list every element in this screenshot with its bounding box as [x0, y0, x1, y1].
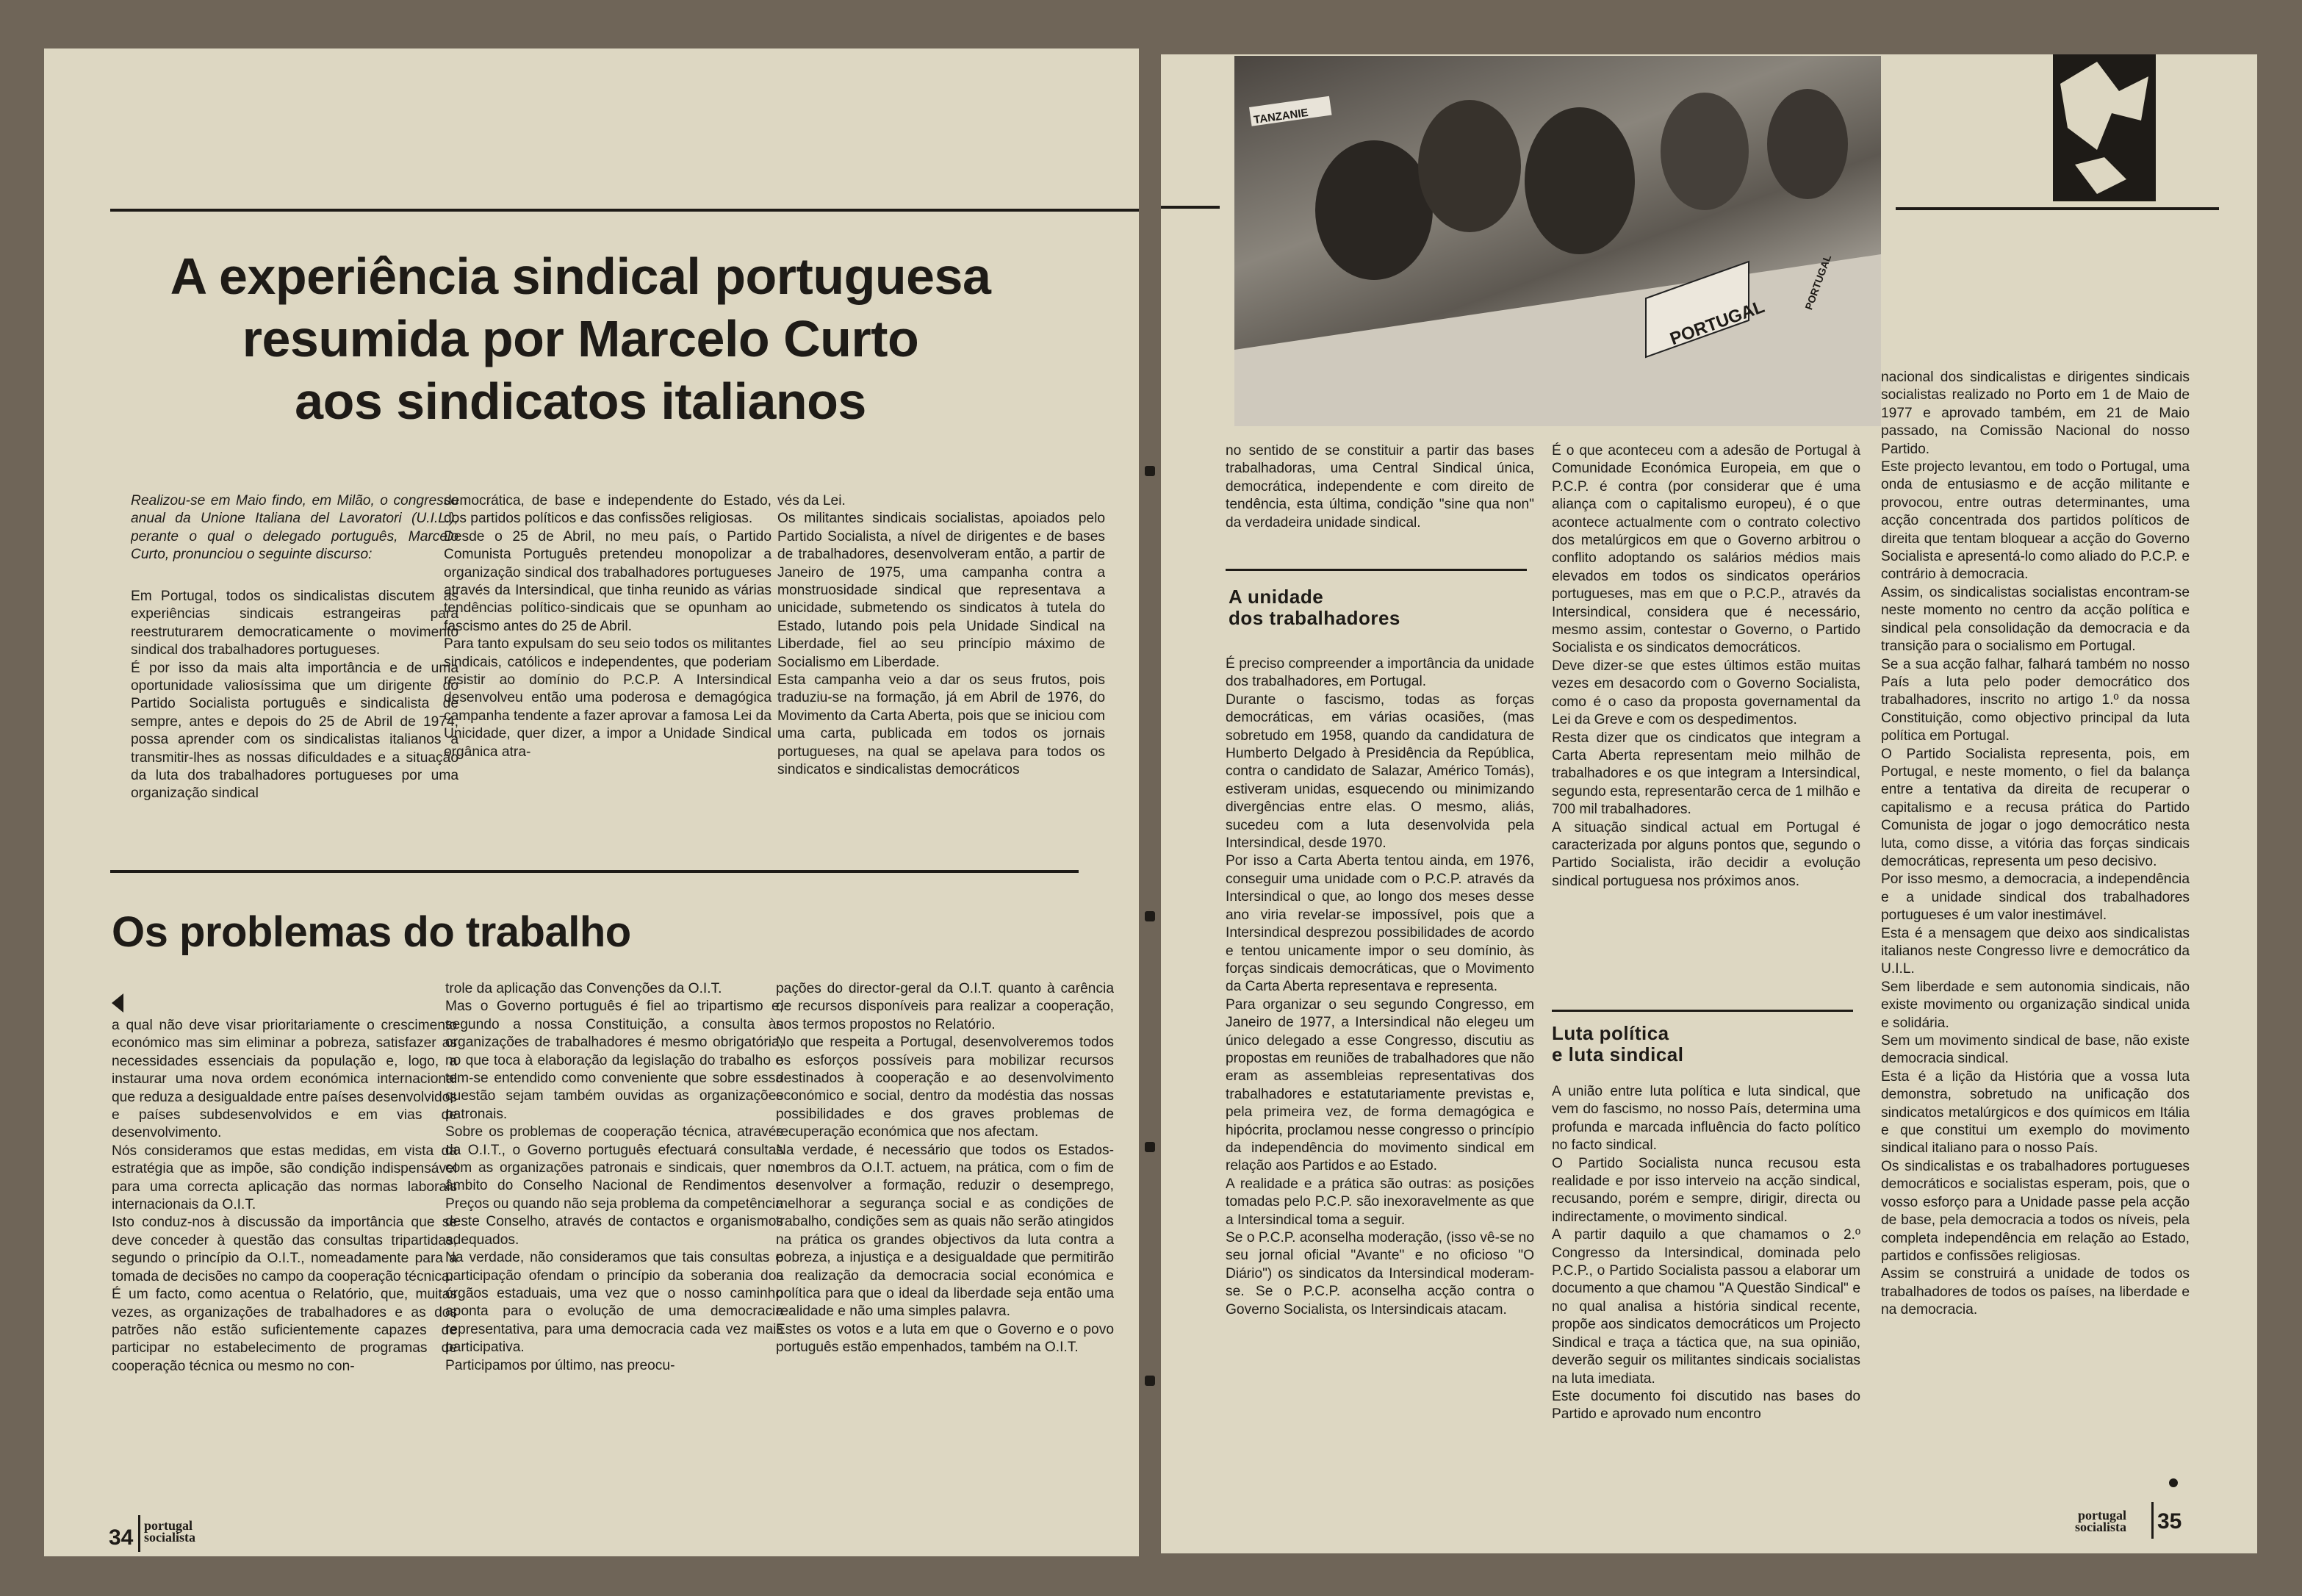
- intro-column-1: Em Portugal, todos os sindicalistas discutem as experiências sindicais estrangeiras para reestruturarem democraticamente o movimento sindical dos trabalhadores portugueses. É por isso da mais alta importância e de uma oportunidade valiosíssima que um dirigente do Partido Socialista português e sindicalista de sempre, antes e depois do 25 de Abril de 1974, possa aprender com os sindicalistas italianos a transmitir-lhes as nossas dificuldades e a situação da luta dos trabalhadores portugueses por uma organização sindical: [131, 589, 458, 802]
- page-number-right: 35: [2157, 1509, 2182, 1534]
- intro-column-2: democrática, de base e independente do Estado, dos partidos políticos e das confissões religiosas. Desde o 25 de Abril, no meu país, o Partido Comunista Português pretendeu monopolizar a organização sindical dos trabalhadores portugueses através da Intersindical, que tinha reunido as várias tendências político-sindicais que se opunham ao fascismo antes do 25 de Abril. Para tanto expulsam do seu seio todos os militantes sindicais, católicos e independentes, que poderiam resistir ao domínio do P.C.P. A Intersindical desenvolveu então uma poderosa e demagógica campanha tendente a fazer aprovar a famosa Lei da Unicidade, quer dizer, a impor a Unidade Sindical orgânica atra-: [444, 493, 771, 760]
- conference-photo: [1234, 56, 1881, 426]
- logo-line-1: portugal: [2077, 1508, 2126, 1523]
- placard-tanzanie: TANZANIE: [1253, 106, 1309, 127]
- trabalho-column-1: a qual não deve visar prioritariamente o crescimento económico mas sim eliminar a pobreza, satisfazer as necessidades essenciais da população e, logo, a instaurar uma nova ordem económica internacional que reduza a desigualdade entre países desenvolvidos e países subdesenvolvidos e em vias de desenvolvimento. Nós consideramos que estas medidas, em vista da estratégia que as impõe, são condição indispensável para uma correcta aplicação das normas laborais internacionais da O.I.T. Isto conduz-nos à discussão da importância que se deve conceder à questão das consultas tripartidas, segundo o princípio da O.I.T., nomeadamente para a tomada de decisões no campo da cooperação técnica. É um facto, como acentua o Relatório, que, muitas vezes, as organizações de trabalhadores e as dos patrões não estão suficientemente capazes de participar no estabelecimento de programas de cooperação técnica ou mesmo no con-: [112, 1018, 457, 1374]
- folio-divider-left: [138, 1515, 140, 1552]
- top-rule-right-b: [1896, 207, 2219, 210]
- subhead-unidade-line-1: A unidade: [1229, 586, 1324, 608]
- delegate-figure: [1661, 93, 1749, 210]
- corner-graphic-drawing: [2053, 54, 2156, 201]
- right-column-3: nacional dos sindicalistas e dirigentes sindicais socialistas realizado no Porto em 1 de Maio de 1977 e aprovado também, em 21 de Maio passado, na Comissão Nacional do nosso Partido. Este projecto levantou, em todo o Portugal, uma onda de entusiasmo e de acção militante e provocou, entre outras determinantes, uma acção concentrada dos partidos políticos de direita que tentam bloquear a acção do Governo Socialista e apresentá-lo como aliado do P.C.P. e contrário à democracia. Assim, os sindicalistas socialistas encontram-se neste momento no centro da acção política e sindical pela consolidação da democracia e da transição para o socialismo em Portugal. Se a sua acção falhar, falhará também no nosso País a luta pelo poder democrático dos trabalhadores, inscrito no artigo 1.º da nossa Constituição, como objectivo principal da luta política em Portugal. O Partido Socialista representa, pois, em Portugal, e neste momento, o fiel da balança entre a tentativa da direita de recuperar o capitalismo e a recusa prática do Partido Comunista de jogar o jogo democrático nesta luta, como disse, a vitória das forças sindicais democráticas, representa um peso decisivo. Por isso mesmo, a democracia, a independência e a unidade sindical dos trabalhadores portugueses é um valor inestimável. Esta é a mensagem que deixo aos sindicalistas italianos neste Congresso livre e democrático da U.I.L. Sem liberdade e sem autonomia sindicais, não existe movimento ou organização sindical unida e solidária. Sem um movimento sindical de base, não existe democracia sindical. Esta é a lição da História que a vossa luta demonstra, sobretudo na unificação dos sindicatos metalúrgicos e dos químicos em Itália e que constitui um exemplo do movimento sindical italiano para o nosso País. Os sindicalistas e os trabalhadores portugueses democráticos e socialistas esperam, pois, que o vosso esforço para a Unidade passe pela acção de base, pela democracia a todos os níveis, pela completa independência em relação ao Estado, partidos e confissões religiosas. Assim se construirá a unidade de todos os trabalhadores de todos os países, na liberdade e na democracia.: [1881, 370, 2190, 1318]
- subhead-luta-line-2: e luta sindical: [1552, 1043, 1684, 1065]
- magazine-logo-left: [144, 1520, 195, 1543]
- section-title-trabalho: Os problemas do trabalho: [112, 908, 631, 956]
- delegate-figure: [1525, 107, 1635, 254]
- binding-mark: [1145, 1376, 1155, 1386]
- page-number-left: 34: [109, 1525, 134, 1550]
- subhead-unidade-line-2: dos trabalhadores: [1229, 607, 1400, 629]
- placard-portugal-small: PORTUGAL: [1802, 253, 1834, 312]
- subhead-luta: [1552, 1023, 1683, 1065]
- intro-paragraph: Realizou-se em Maio findo, em Milão, o congresso anual da Unione Italiana del Lavoratori (U.I.L.), perante o qual o delegado português, Marcelo Curto, pronunciou o seguinte discurso:: [131, 493, 458, 563]
- graphic-shape: [2060, 62, 2148, 150]
- conference-photo-drawing: [1234, 56, 1881, 426]
- right-page: [1161, 54, 2257, 1553]
- headline-line-3: aos sindicatos italianos: [295, 373, 866, 430]
- right-column-1-main: É preciso compreender a importância da unidade dos trabalhadores, em Portugal. Durante o fascismo, todas as forças democráticas, em várias ocasiões, (mas sobretudo em 1958, quando da candidatura de Humberto Delgado à Presidência da República, contra o candidato de Salazar, Américo Tomás), estiveram unidas, esquecendo ou minimizando divergências entre elas. O mesmo, aliás, sucedeu com a luta desenvolvida pela Intersindical, desde 1970. Por isso a Carta Aberta tentou ainda, em 1976, conseguir uma unidade com o P.C.P. através da Intersindical o que, ao longo dos meses desse ano viria revelar-se impossível, pois que a Intersindical desprezou possibilidades de acordo e tentou unicamente impor o seu domínio, às forças sindicais democráticas, que o Movimento da Carta Aberta representava e representa. Para organizar o seu segundo Congresso, em Janeiro de 1977, a Intersindical não elegeu um único delegado a esse Congresso, discutiu as propostas em reuniões de trabalhadores que não eram as assembleias representativas dos trabalhadores e estatutariamente previstas e, pela primeira vez, de forma demagógica e hipócrita, proclamou nesse congresso o princípio da independência do movimento sindical em relação aos Partidos e ao Estado. A realidade e a prática são outras: as posições tomadas pelo P.C.P. são inexoravelmente as que a Intersindical toma a seguir. Se o P.C.P. aconselha moderação, (isso vê-se no seu jornal oficial "Avante" e no oficioso "O Diário") os sindicatos da Intersindical moderam-se. Se o P.C.P. aconselha acção contra o Governo Socialista, os Intersindicais atacam.: [1226, 656, 1534, 1318]
- mid-rule-left: [110, 870, 1079, 873]
- delegate-figure: [1767, 89, 1848, 199]
- logo-line-1: portugal: [144, 1518, 193, 1533]
- corner-graphic: [2053, 54, 2156, 201]
- conference-table: [1234, 254, 1881, 426]
- placard-portugal: PORTUGAL: [1667, 296, 1768, 350]
- subhead-luta-line-1: Luta política: [1552, 1022, 1669, 1044]
- end-mark-icon: [2169, 1478, 2178, 1487]
- folio-divider-right: [2151, 1502, 2154, 1539]
- subhead-rule-2: [1552, 1010, 1853, 1012]
- headline-line-1: A experiência sindical portuguesa: [170, 248, 991, 305]
- binding-mark: [1145, 1142, 1155, 1152]
- delegate-figure: [1315, 140, 1433, 280]
- top-rule-left: [110, 209, 1139, 212]
- binding-mark: [1145, 466, 1155, 476]
- delegate-figure: [1418, 100, 1521, 232]
- left-page: [44, 48, 1139, 1556]
- logo-line-2: socialista: [144, 1530, 195, 1545]
- triangle-bullet-icon: [112, 993, 123, 1013]
- graphic-shape: [2075, 157, 2126, 194]
- binding-mark: [1145, 911, 1155, 921]
- subhead-unidade: [1229, 586, 1400, 629]
- trabalho-column-2: trole da aplicação das Convenções da O.I.T. Mas o Governo português é fiel ao tripartismo e, segundo a nossa Constituição, a consulta às organizações de trabalhadores é mesmo obrigatória, no que toca à elaboração da legislação do trabalho e tem-se entendido como conveniente que sobre essa questão sejam também ouvidas as organizações patronais. Sobre os problemas de cooperação técnica, através da O.I.T., o Governo português efectuará consultas com as organizações patronais e sindicais, quer no âmbito do Conselho Nacional de Rendimentos e Preços ou quando não seja problema da competência deste Conselho, através de contactos e organismos adequados. Na verdade, não consideramos que tais consultas e participação ofendam o princípio da soberania dos órgãos estaduais, uma vez que o nosso caminho aponta para o evolução de uma democracia representativa, para uma democracia cada vez mais participativa. Participamos por último, nas preocu-: [445, 981, 783, 1373]
- magazine-logo-right: [2075, 1509, 2126, 1533]
- trabalho-column-3: pações do director-geral da O.I.T. quanto à carência de recursos disponíveis para realizar a cooperação, nos termos propostos no Relatório. No que respeita a Portugal, desenvolveremos todos os esforços possíveis para mobilizar recursos destinados à cooperação e ao desenvolvimento económico e social, dentro da modéstia das nossas possibilidades e dos graves problemas de recuperação económica que nos afectam. Na verdade, é necessário que todos os Estados-membros da O.I.T. actuem, na prática, com o fim de desenvolver a formação, reduzir o desemprego, melhorar a segurança social e as condições de trabalho, condições sem as quais não serão atingidos na prática os grandes objectivos da luta contra a pobreza, a injustiça e a desigualdade que permitirão a realização da democracia social económica e política para que o ideal da liberdade seja então uma realidade e não uma simples palavra. Estes os votos e a luta em que o Governo e o povo português estão empenhados, também na O.I.T.: [776, 981, 1114, 1356]
- right-column-2-bottom: A união entre luta política e luta sindical, que vem do fascismo, no nosso País, determina uma profunda e marcada influência do facto político no facto sindical. O Partido Socialista nunca recusou esta realidade e por isso interveio na acção sindical, recusando, porém e sempre, dirigir, directa ou indirectamente, o movimento sindical. A partir daquilo a que chamamos o 2.º Congresso da Intersindical, dominada pelo P.C.P., o Partido Socialista passou a elaborar um documento a que chamou "A Questão Sindical" e no qual analisa a história sindical recente, propõe aos sindicatos democráticos um Projecto Sindical e traça a táctica que, na sua opinião, deverão seguir os militantes sindicais socialistas na luta imediata. Este documento foi discutido nas bases do Partido e aprovado num encontro: [1552, 1084, 1860, 1423]
- intro-column-3: vés da Lei. Os militantes sindicais socialistas, apoiados pelo Partido Socialista, a nível de dirigentes e de bases de trabalhadores, desenvolveram então, a partir de Janeiro de 1975, uma campanha contra a monstruosidade sindical que representava a unicidade, submetendo os sindicatos à tutela do Estado, lutando pois pela Unidade Sindical na Liberdade, fiel ao seu princípio máximo de Socialismo em Liberdade. Esta campanha veio a dar os seus frutos, pois traduziu-se na formação, já em Abril de 1976, do Movimento da Carta Aberta, pois que se iniciou com uma carta, publicada em todos os jornais portugueses, na qual se apelava para todos os sindicatos e sindicalistas democráticos: [777, 493, 1105, 778]
- subhead-rule-1: [1226, 569, 1527, 571]
- right-column-2-top: É o que aconteceu com a adesão de Portugal à Comunidade Económica Europeia, em que o P.C.P. é contra (por considerar que é uma aliança com o capitalismo europeu), é o que acontece actualmente com o contrato colectivo dos metalúrgicos em que o Governo arbitrou o conflito adoptando os salários médios mais elevados em todos os sindicatos operários portugueses, mas em que o P.C.P., através da Intersindical, considera que é necessário, mesmo assim, contestar o Governo, o Partido Socialista e os sindicatos democráticos. Deve dizer-se que estes últimos estão muitas vezes em desacordo com o Governo Socialista, como é o caso da proposta governamental da Lei da Greve e com os despedimentos. Resta dizer que os cindicatos que integram a Carta Aberta representam meio milhão de trabalhadores e os que integram a Intersindical, segundo esta, representarão cerca de 1 milhão e 700 mil trabalhadores. A situação sindical actual em Portugal é caracterizada por alguns pontos que, segundo o Partido Socialista, irão decidir a evolução sindical portuguesa nos próximos anos.: [1552, 443, 1860, 889]
- right-column-1-top: no sentido de se constituir a partir das bases trabalhadoras, uma Central Sindical única, democrática, independente e com direito de tendência, esta última, condição "sine qua non" da verdadeira unidade sindical.: [1226, 443, 1534, 531]
- headline-line-2: resumida por Marcelo Curto: [242, 310, 919, 367]
- logo-line-2: socialista: [2075, 1520, 2126, 1534]
- top-rule-right-a: [1161, 206, 1220, 209]
